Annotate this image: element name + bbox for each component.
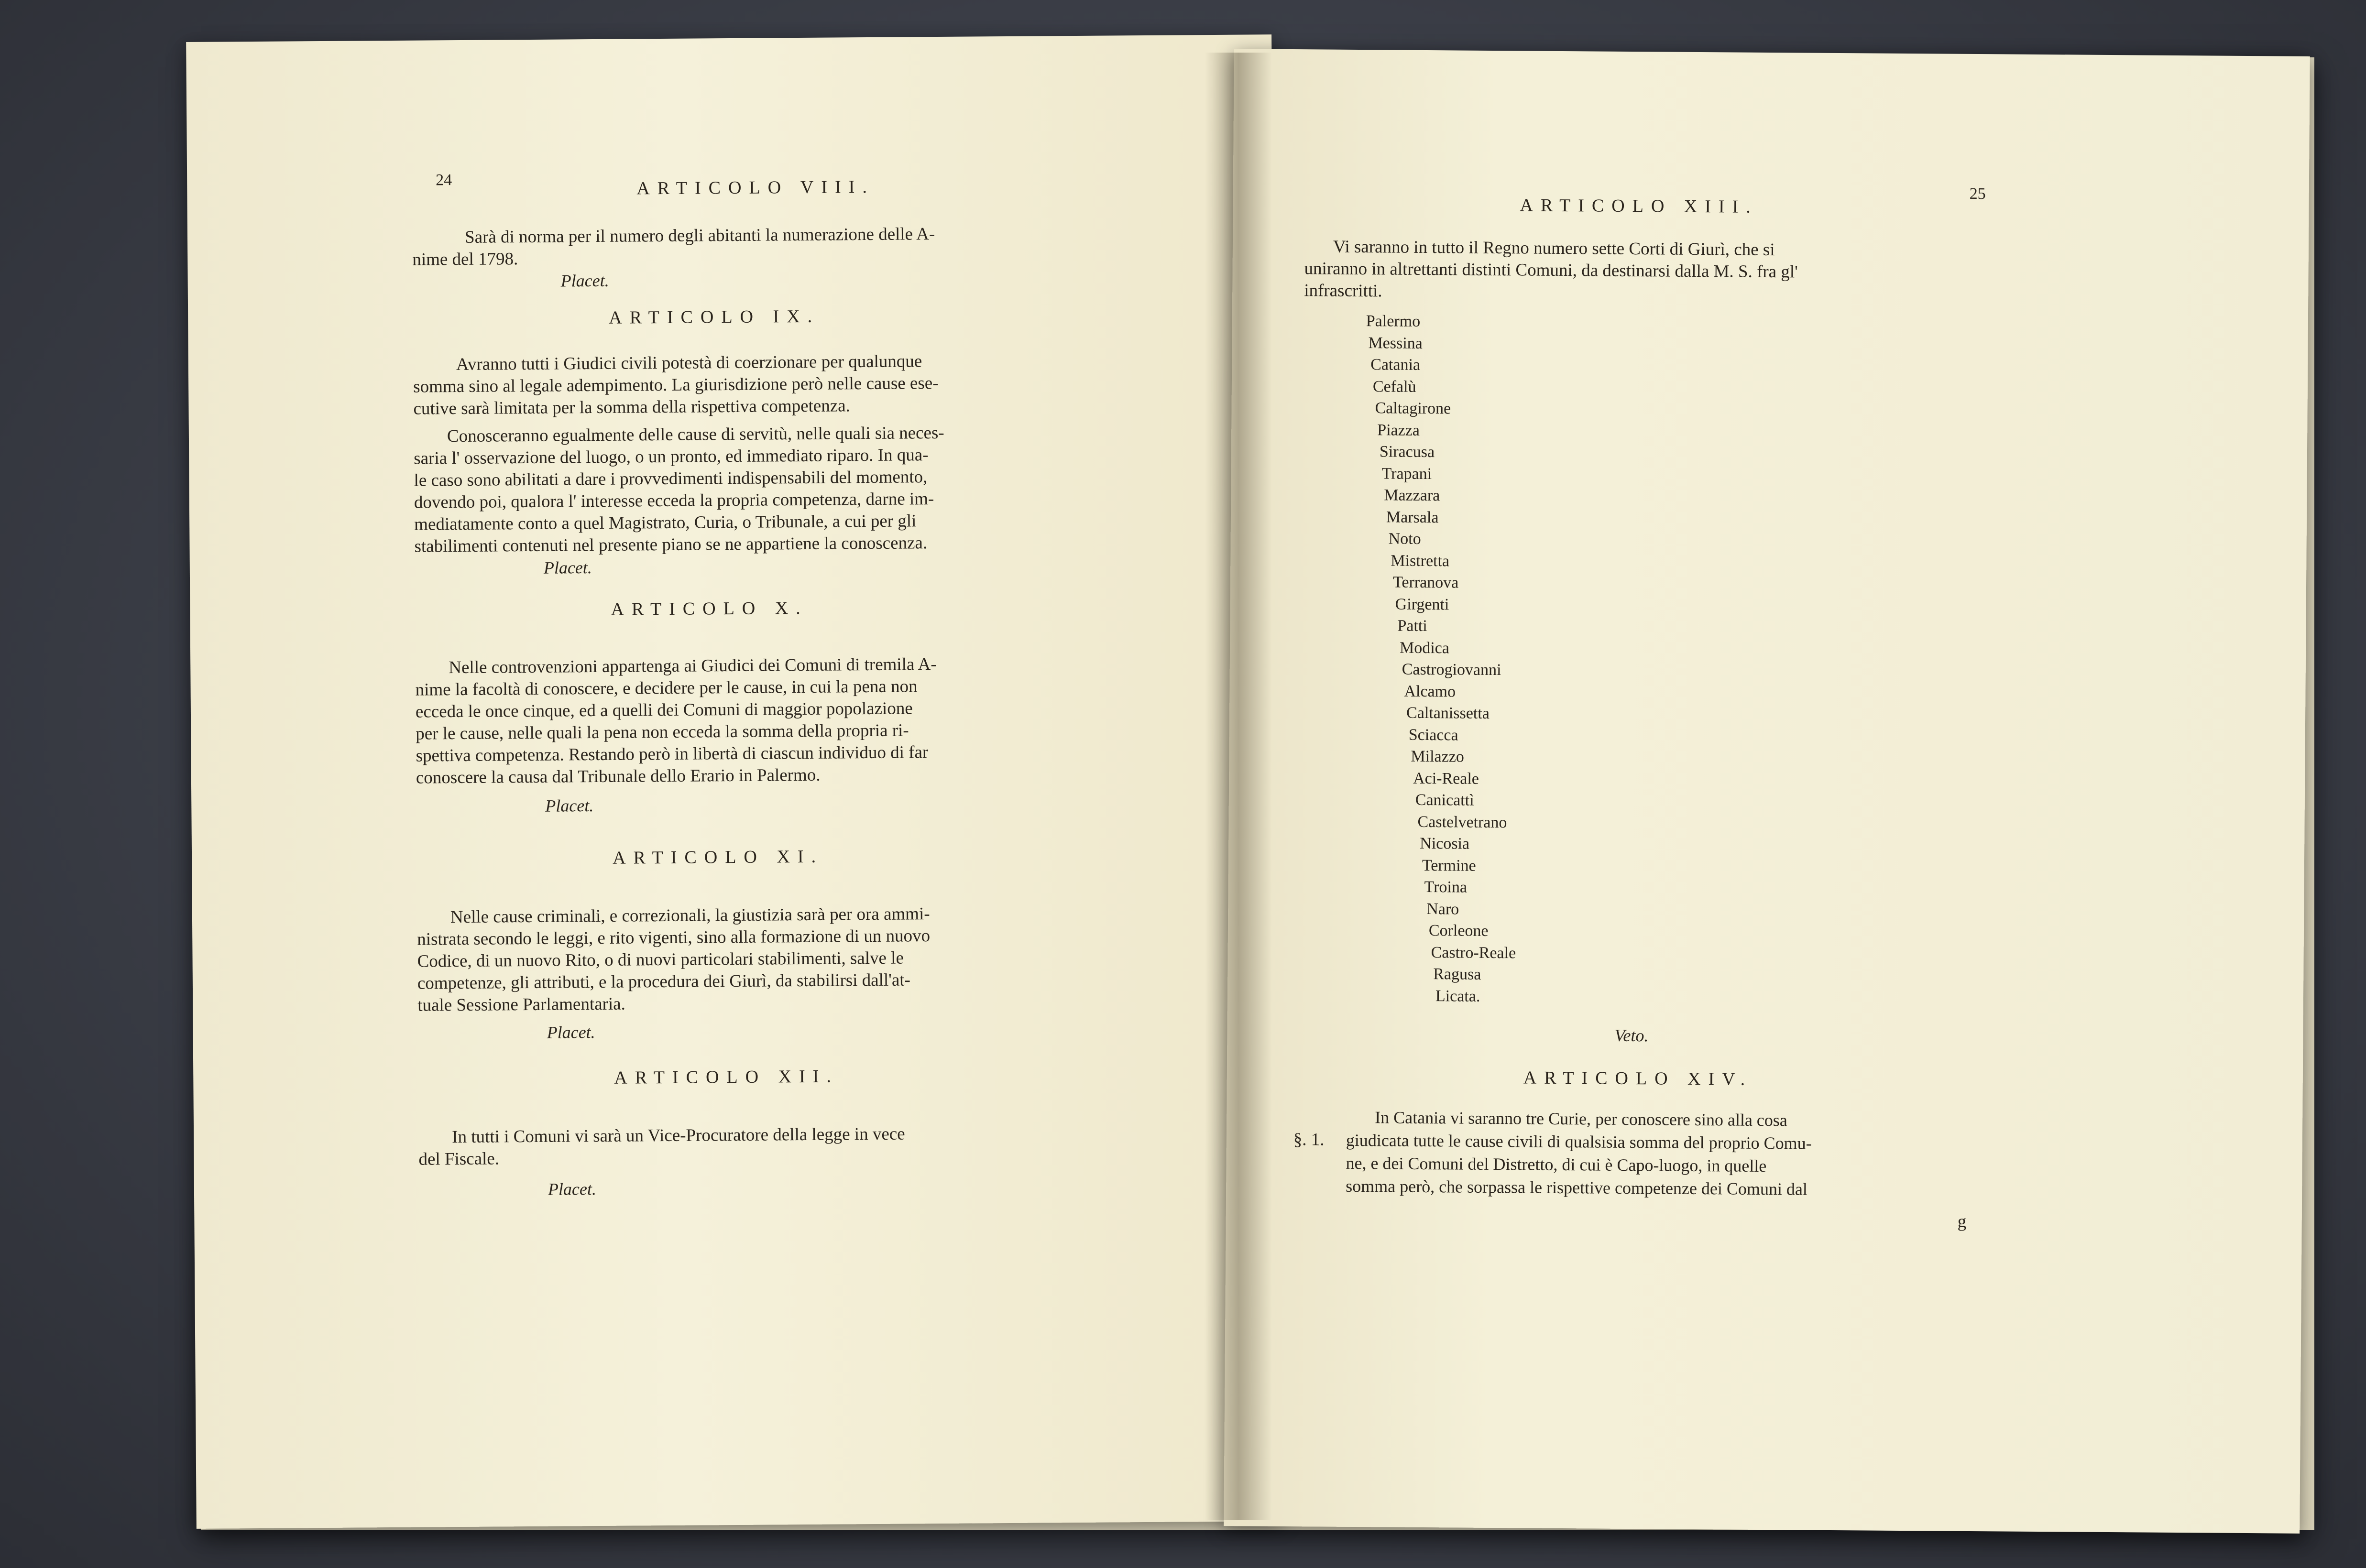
paragraph-line: mediatamente conto a quel Magistrato, Curia, o Tribunale, a cui per gli — [414, 511, 917, 534]
town-list-item: Palermo — [1366, 312, 1421, 330]
town-list-item: Caltagirone — [1375, 399, 1451, 418]
town-list-item: Termine — [1422, 856, 1476, 875]
paragraph-line: competenze, gli attributi, e la procedura dei Giurì, da stabilirsi dall'at- — [417, 970, 911, 993]
paragraph-line: nistrata secondo le leggi, e rito vigenti, sino alla formazione di un nuovo — [417, 926, 931, 949]
paragraph-line: nime del 1798. — [412, 249, 518, 270]
paragraph-line: uniranno in altrettanti distinti Comuni, da destinarsi dalla M. S. fra gl' — [1304, 259, 1798, 282]
placet-mark: Placet. — [547, 1023, 595, 1042]
town-list-item: Ragusa — [1433, 965, 1481, 983]
town-list-item: Corleone — [1428, 922, 1489, 940]
town-list-item: Caltanissetta — [1406, 704, 1490, 722]
paragraph-line: Avranno tutti i Giudici civili potestà di coerzionare per qualunque — [456, 351, 922, 375]
paragraph-line: somma sino al legale adempimento. La giurisdizione però nelle cause ese- — [413, 373, 939, 397]
article-heading: ARTICOLO X. — [611, 598, 808, 620]
left-page — [186, 34, 1282, 1529]
signature-mark: g — [1957, 1211, 1967, 1231]
article-heading: ARTICOLO XIV. — [1523, 1067, 1753, 1089]
town-list-item: Girgenti — [1395, 595, 1449, 613]
paragraph-line: ecceda le once cinque, ed a quelli dei Comuni di maggior popolazione — [415, 698, 913, 722]
placet-mark: Placet. — [543, 558, 592, 577]
paragraph-line: le caso sono abilitati a dare i provvedimenti indispensabili del momento, — [414, 467, 928, 490]
town-list-item: Messina — [1368, 334, 1423, 352]
paragraph-line: Nelle controvenzioni appartenga ai Giudici dei Comuni di tremila A- — [449, 654, 937, 678]
paragraph-line: del Fiscale. — [418, 1149, 500, 1169]
placet-mark: Placet. — [560, 271, 609, 291]
right-page — [1224, 49, 2310, 1534]
paragraph-line: giudicata tutte le cause civili di qualsisia somma del proprio Comu- — [1346, 1130, 1812, 1153]
town-list-item: Mazzara — [1384, 486, 1440, 505]
town-list-item: Patti — [1397, 617, 1427, 635]
paragraph-line: ne, e dei Comuni del Distretto, di cui è Capo-luogo, in quelle — [1346, 1153, 1767, 1176]
paragraph-line: Vi saranno in tutto il Regno numero sette Corti di Giurì, che si — [1333, 237, 1775, 260]
town-list-item: Milazzo — [1411, 747, 1465, 766]
paragraph-line: saria l' osservazione del luogo, o un pronto, ed immediato riparo. In qua- — [414, 445, 929, 468]
page-number: 24 — [436, 171, 452, 189]
town-list-item: Castro-Reale — [1431, 943, 1516, 962]
town-list-item: Castrogiovanni — [1402, 660, 1501, 679]
town-list-item: Castelvetrano — [1417, 813, 1507, 831]
town-list-item: Nicosia — [1420, 834, 1470, 853]
article-heading: ARTICOLO XII. — [614, 1066, 839, 1088]
paragraph-line: In Catania vi saranno tre Curie, per conoscere sino alla cosa — [1375, 1108, 1788, 1130]
paragraph-line: Conosceranno egualmente delle cause di servitù, nelle quali sia neces- — [447, 423, 944, 446]
paragraph-line: spettiva competenza. Restando però in libertà di ciascun individuo di far — [416, 742, 929, 766]
town-list-item: Terranova — [1392, 573, 1459, 592]
town-list-item: Aci-Reale — [1413, 769, 1479, 788]
paragraph-line: infrascritti. — [1304, 281, 1382, 301]
paragraph-line: Codice, di un nuovo Rito, o di nuovi particolari stabilimenti, salve le — [417, 948, 904, 971]
town-list-item: Canicattì — [1415, 791, 1474, 809]
town-list-item: Piazza — [1377, 421, 1420, 439]
paragraph-line: conoscere la causa dal Tribunale dello Erario in Palermo. — [416, 765, 821, 788]
article-heading: ARTICOLO XI. — [612, 846, 824, 868]
paragraph-line: cutive sarà limitata per la somma della rispettiva competenza. — [413, 396, 851, 419]
town-list-item: Marsala — [1386, 508, 1439, 526]
town-list-item: Naro — [1426, 900, 1459, 918]
section-mark: §. 1. — [1293, 1130, 1325, 1150]
paragraph-line: tuale Sessione Parlamentaria. — [417, 994, 625, 1015]
town-list-item: Troina — [1424, 878, 1468, 896]
book-gutter — [1205, 53, 1272, 1520]
town-list-item: Mistretta — [1391, 551, 1450, 570]
paragraph-line: Nelle cause criminali, e correzionali, la giustizia sarà per ora ammi- — [450, 904, 930, 927]
town-list-item: Cefalù — [1372, 377, 1416, 396]
placet-mark: Placet. — [548, 1179, 597, 1199]
town-list-item: Trapani — [1381, 464, 1432, 483]
article-heading: ARTICOLO XIII. — [1520, 195, 1758, 217]
veto-mark: Veto. — [1614, 1025, 1649, 1045]
placet-mark: Placet. — [545, 796, 594, 816]
paragraph-line: nime la facoltà di conoscere, e decidere per le cause, in cui la pena non — [415, 676, 918, 700]
town-list-item: Modica — [1399, 639, 1450, 657]
article-heading: ARTICOLO IX. — [609, 306, 820, 328]
paragraph-line: In tutti i Comuni vi sarà un Vice-Procuratore della legge in vece — [452, 1124, 905, 1147]
town-list-item: Siracusa — [1379, 443, 1435, 461]
page-number: 25 — [1969, 185, 1986, 203]
town-list-item: Alcamo — [1404, 682, 1456, 700]
town-list-item: Noto — [1388, 530, 1421, 548]
town-list-item: Catania — [1370, 356, 1421, 374]
article-heading: ARTICOLO VIII. — [636, 176, 875, 199]
paragraph-line: stabilimenti contenuti nel presente piano se ne appartiene la conoscenza. — [414, 533, 928, 556]
town-list-item: Licata. — [1435, 987, 1480, 1005]
paragraph-line: Sarà di norma per il numero degli abitanti la numerazione delle A- — [464, 224, 935, 247]
paragraph-line: per le cause, nelle quali la pena non ecceda la somma della propria ri- — [416, 720, 909, 744]
paragraph-line: dovendo poi, qualora l' interesse ecceda la propria competenza, darne im- — [414, 489, 934, 512]
town-list-item: Sciacca — [1408, 726, 1458, 744]
paragraph-line: somma però, che sorpassa le rispettive competenze dei Comuni dal — [1346, 1176, 1808, 1199]
